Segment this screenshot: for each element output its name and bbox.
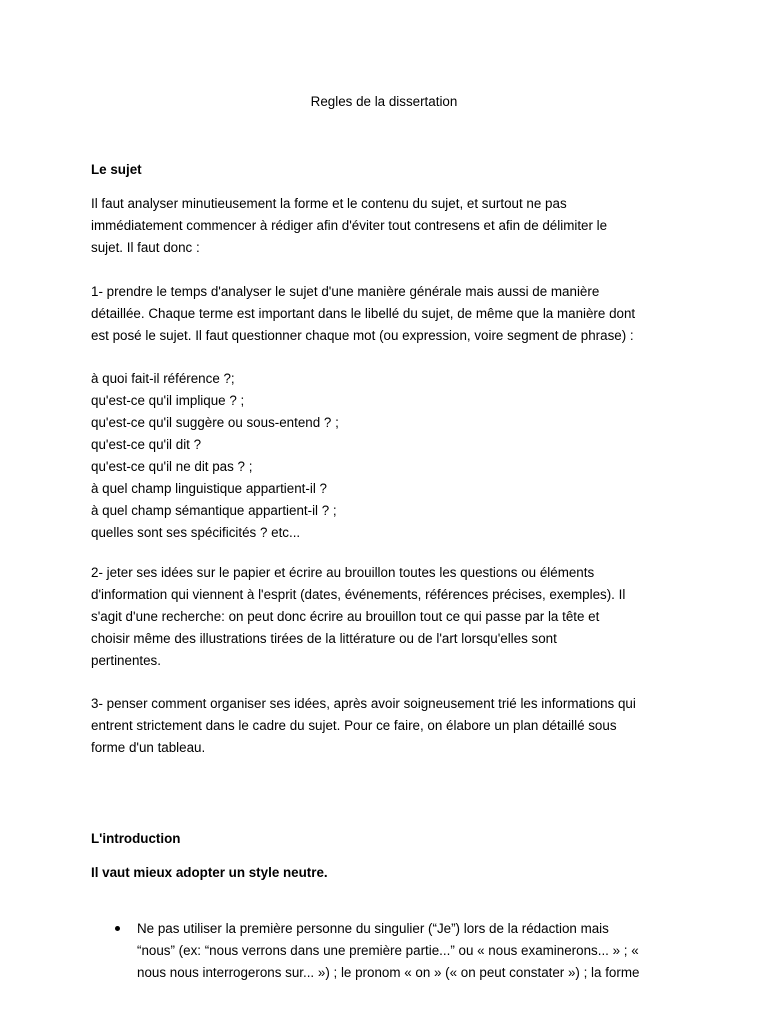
section-heading-introduction: L'introduction (91, 831, 181, 846)
question-item: qu'est-ce qu'il ne dit pas ? ; (91, 459, 253, 474)
text-line: entrent strictement dans le cadre du sujet. Pour ce faire, on élabore un plan détaillé sous (91, 718, 617, 733)
text-line: nous nous interrogerons sur... ») ; le pronom « on » (« on peut constater ») ; la forme (137, 965, 640, 980)
text-line: 3- penser comment organiser ses idées, après avoir soigneusement trié les informations qui (91, 696, 636, 711)
text-line: sujet. Il faut donc : (91, 240, 200, 255)
text-line: 2- jeter ses idées sur le papier et écrire au brouillon toutes les questions ou éléments (91, 565, 595, 580)
text-line: d'information qui viennent à l'esprit (dates, événements, références précises, exemples). Il (91, 587, 626, 602)
text-line: s'agit d'une recherche: on peut donc écrire au brouillon tout ce qui passe par la tête et (91, 609, 600, 624)
document-title: Regles de la dissertation (310, 94, 458, 109)
text-line: 1- prendre le temps d'analyser le sujet d'une manière générale mais aussi de manière (91, 284, 600, 299)
text-line: immédiatement commencer à rédiger afin d'éviter tout contresens et afin de délimiter le (91, 218, 608, 233)
text-line: détaillée. Chaque terme est important dans le libellé du sujet, de même que la manière dont (91, 306, 636, 321)
paragraph-sujet-intro (91, 193, 691, 259)
text-line: Il faut analyser minutieusement la forme et le contenu du sujet, et surtout ne pas (91, 196, 567, 211)
text-line: pertinentes. (91, 653, 161, 668)
text-line: est posé le sujet. Il faut questionner chaque mot (ou expression, voire segment de phrase) : (91, 328, 634, 343)
section-subheading-style: Il vaut mieux adopter un style neutre. (91, 865, 328, 880)
text-line: Ne pas utiliser la première personne du singulier (“Je”) lors de la rédaction mais (137, 921, 609, 936)
text-line: “nous” (ex: “nous verrons dans une première partie...” ou « nous examinerons... » ; « (137, 943, 639, 958)
paragraph-step-2 (91, 562, 691, 672)
question-list (91, 368, 691, 544)
paragraph-step-1 (91, 281, 691, 347)
question-item: à quoi fait-il référence ?; (91, 371, 235, 386)
question-item: à quel champ sémantique appartient-il ? ; (91, 503, 337, 518)
paragraph-step-3 (91, 693, 691, 759)
text-line: choisir même des illustrations tirées de la littérature ou de l'art lorsqu'elles sont (91, 631, 557, 646)
question-item: à quel champ linguistique appartient-il ? (91, 481, 327, 496)
section-heading-sujet: Le sujet (91, 162, 142, 177)
text-line: forme d'un tableau. (91, 740, 206, 755)
bullet-icon (115, 926, 120, 931)
question-item: qu'est-ce qu'il implique ? ; (91, 393, 245, 408)
question-item: quelles sont ses spécificités ? etc... (91, 525, 301, 540)
question-item: qu'est-ce qu'il dit ? (91, 437, 202, 452)
question-item: qu'est-ce qu'il suggère ou sous-entend ? ; (91, 415, 339, 430)
bullet-text (137, 918, 697, 984)
